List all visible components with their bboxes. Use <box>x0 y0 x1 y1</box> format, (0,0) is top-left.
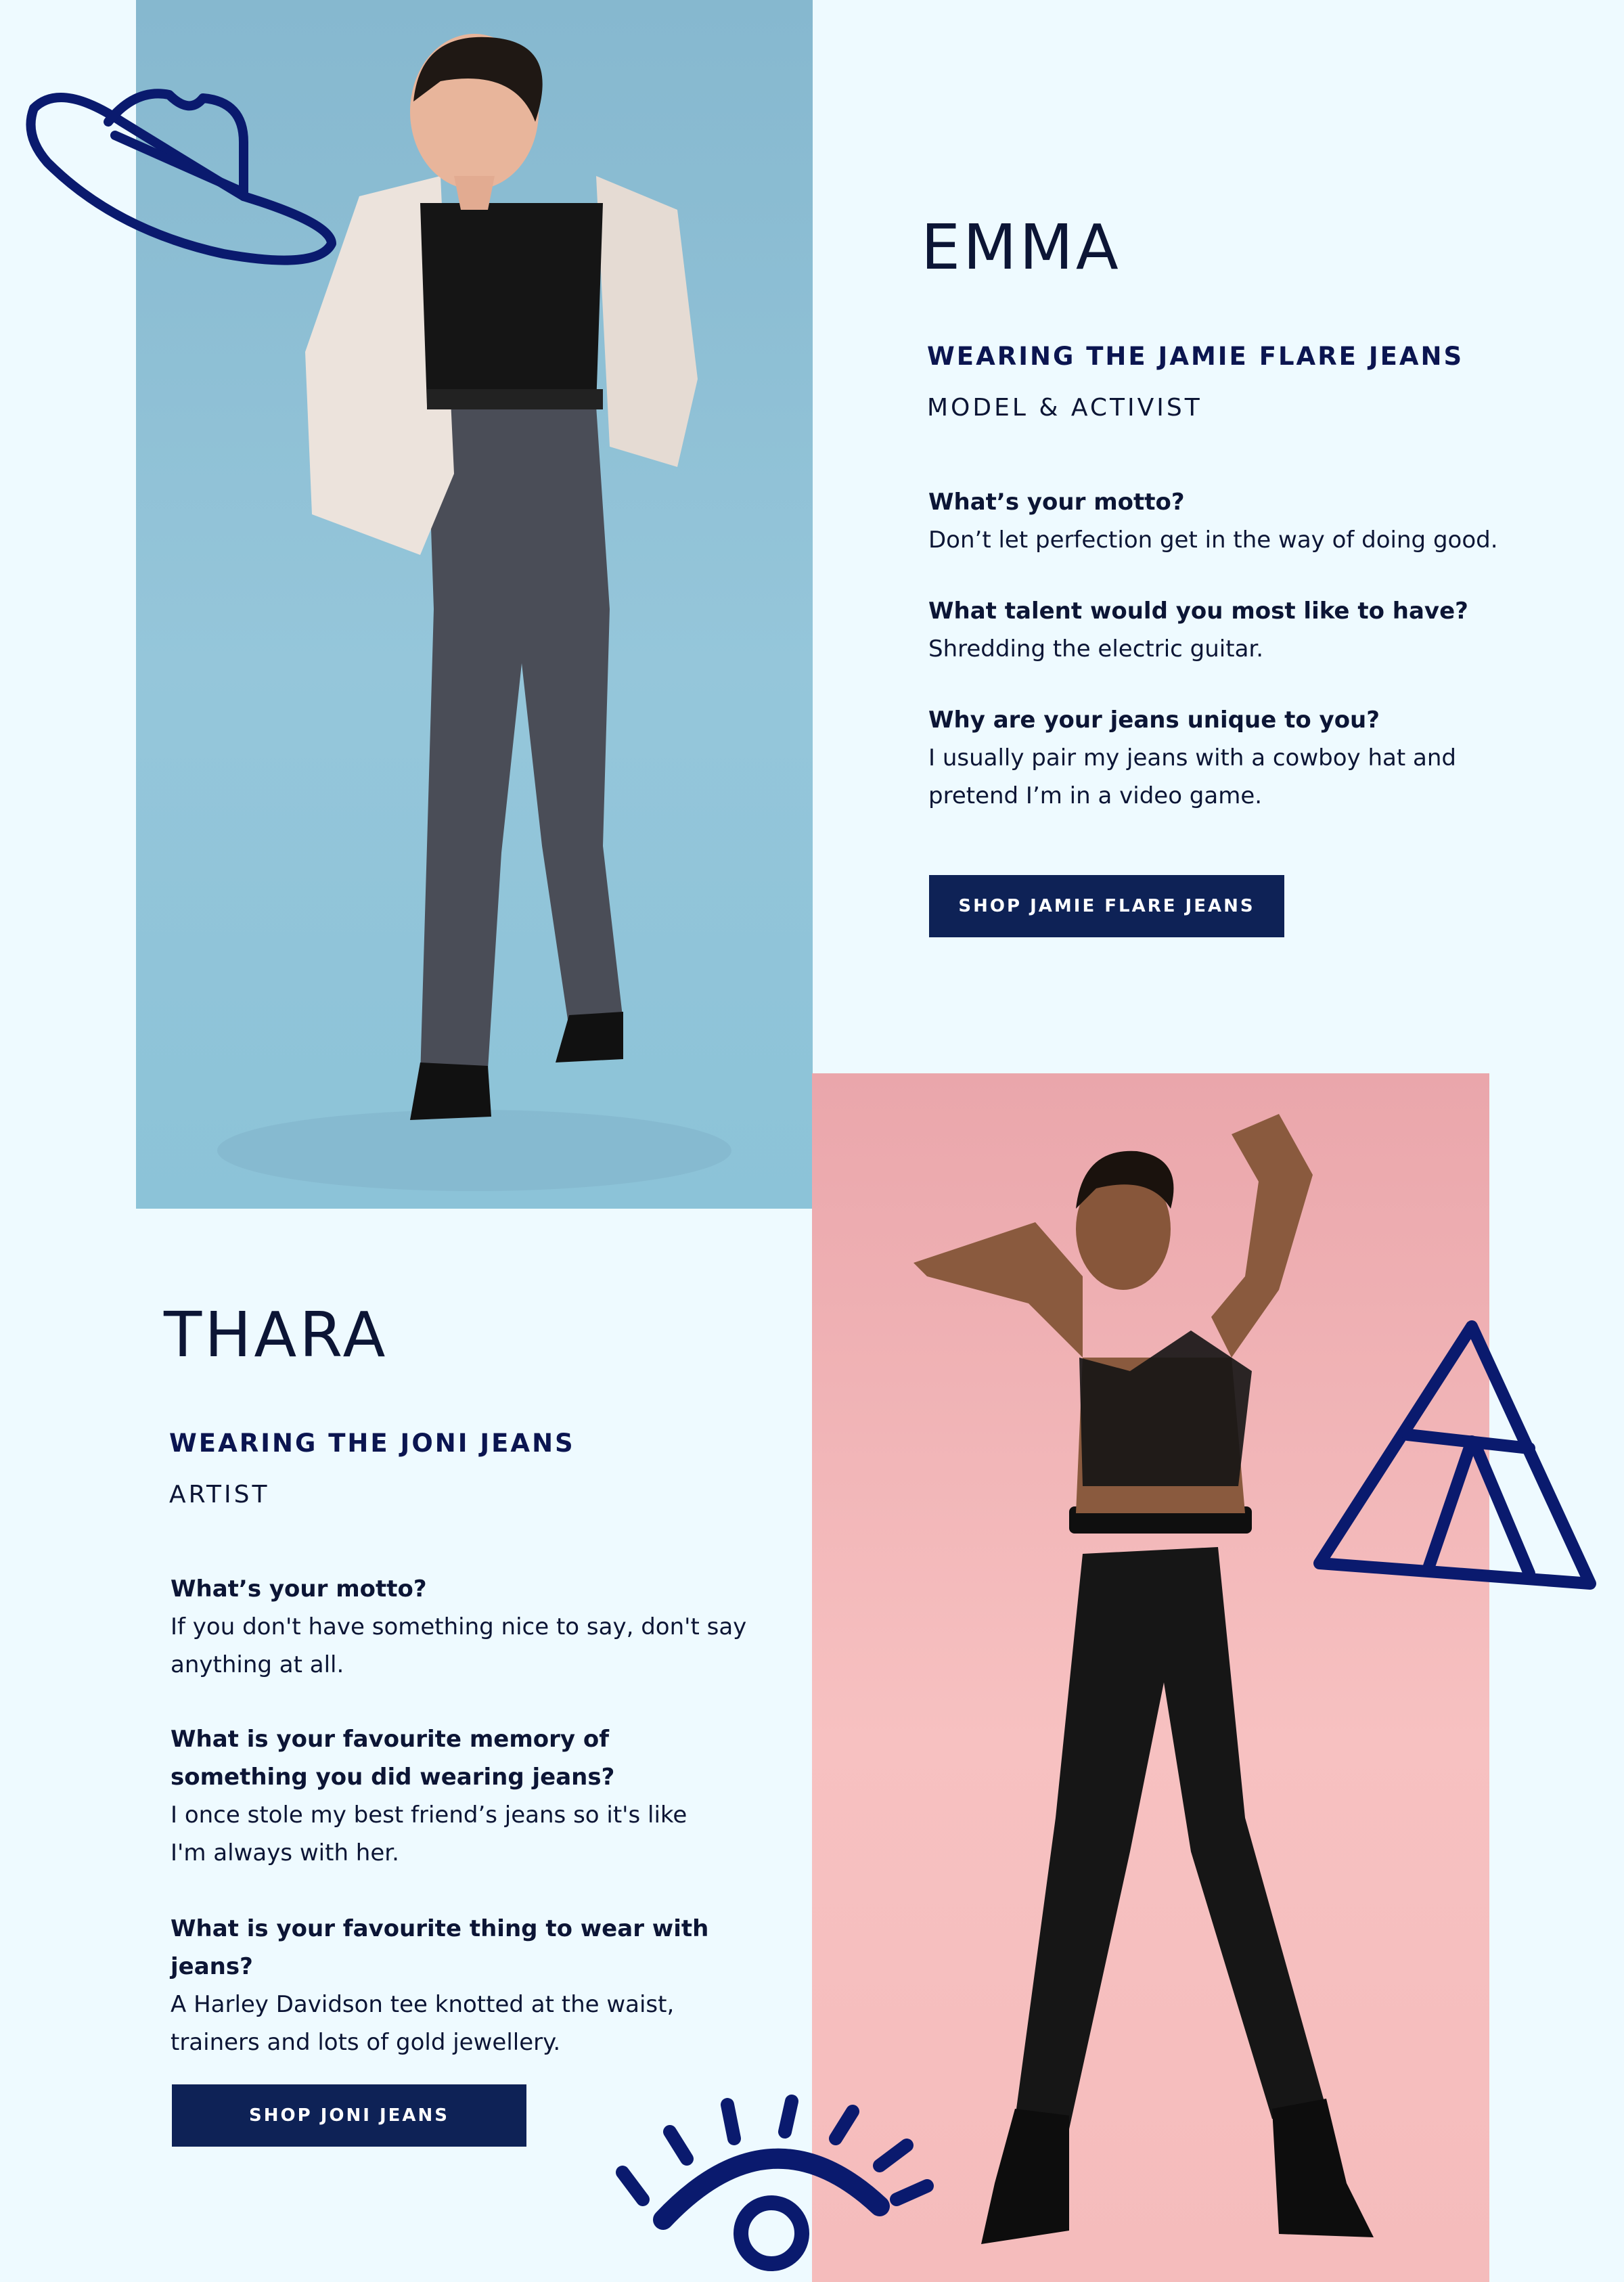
eye-doodle-icon <box>609 2091 947 2282</box>
emma-qa-2 <box>928 592 1537 668</box>
emma-role: MODEL & ACTIVIST <box>927 394 1202 422</box>
emma-answer: I usually pair my jeans with a cowboy hat and pretend I’m in a video game. <box>928 744 1456 809</box>
thara-role: ARTIST <box>169 1481 270 1508</box>
thara-name: THARA <box>164 1299 388 1371</box>
shop-jamie-flare-jeans-button[interactable]: SHOP JAMIE FLARE JEANS <box>929 875 1284 937</box>
thara-qa-2 <box>171 1720 712 1872</box>
shop-joni-jeans-button[interactable]: SHOP JONI JEANS <box>172 2084 526 2147</box>
emma-question: What’s your motto? <box>928 489 1185 516</box>
thara-answer: I once stole my best friend’s jeans so it's like I'm always with her. <box>171 1802 687 1866</box>
thara-question: What’s your motto? <box>171 1575 427 1603</box>
cowboy-hat-doodle-icon <box>20 68 345 271</box>
thara-qa-1 <box>171 1570 752 1684</box>
thara-question: What is your favourite thing to wear with jeans? <box>171 1915 709 1980</box>
triangles-doodle-icon <box>1306 1313 1604 1597</box>
emma-qa-1 <box>928 483 1537 559</box>
emma-wearing-title: WEARING THE JAMIE FLARE JEANS <box>927 342 1464 371</box>
emma-question: What talent would you most like to have? <box>928 598 1468 625</box>
emma-answer: Don’t let perfection get in the way of doing good. <box>928 527 1498 554</box>
emma-question: Why are your jeans unique to you? <box>928 707 1380 734</box>
emma-qa-3 <box>928 701 1483 815</box>
emma-answer: Shredding the electric guitar. <box>928 635 1264 663</box>
thara-qa-3 <box>171 1910 766 2061</box>
emma-name: EMMA <box>921 211 1121 284</box>
thara-wearing-title: WEARING THE JONI JEANS <box>169 1429 575 1458</box>
thara-answer: A Harley Davidson tee knotted at the waist, trainers and lots of gold jewellery. <box>171 1991 675 2056</box>
thara-answer: If you don't have something nice to say, don't say anything at all. <box>171 1613 747 1678</box>
thara-question: What is your favourite memory of something you did wearing jeans? <box>171 1726 615 1791</box>
